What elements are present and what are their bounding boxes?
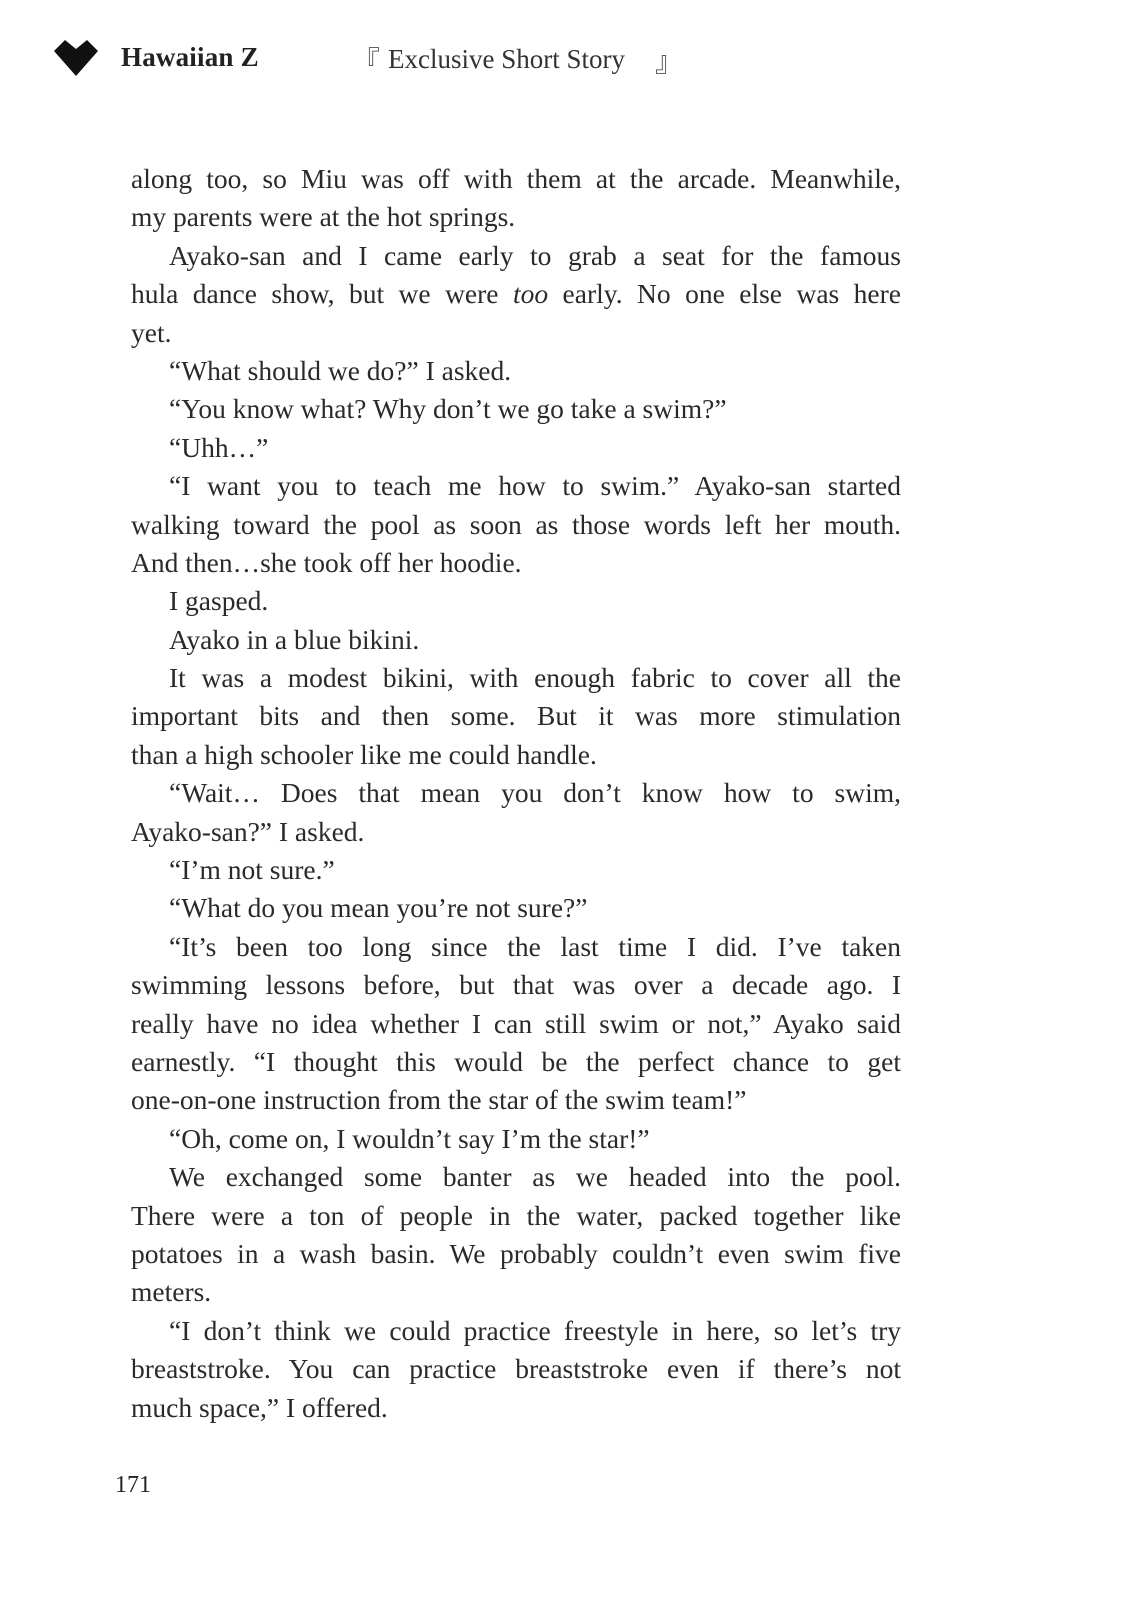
open-bracket: 『 <box>352 47 381 78</box>
book-title: Hawaiian Z <box>121 42 259 72</box>
text-line: my parents were at the hot springs. <box>131 201 516 233</box>
text-line: walking toward the pool as soon as those words left her mouth. <box>131 508 901 540</box>
text-line: one-on-one instruction from the star of the swim team!” <box>131 1084 747 1116</box>
text-line: earnestly. “I thought this would be the perfect chance to get <box>131 1045 901 1077</box>
text-line: “Wait… Does that mean you don’t know how to swim, <box>169 777 901 809</box>
text-line: “It’s been too long since the last time I did. I’ve taken <box>169 930 901 962</box>
text-line: meters. <box>131 1276 212 1308</box>
text-line: yet. <box>131 316 172 348</box>
text-line: breaststroke. You can practice breaststroke even if there’s not <box>131 1353 901 1385</box>
text-line: “What should we do?” I asked. <box>169 354 512 386</box>
text-line: “What do you mean you’re not sure?” <box>169 892 588 924</box>
story-body <box>131 160 901 1427</box>
text-line: swimming lessons before, but that was over a decade ago. I <box>131 969 901 1001</box>
text-line: Ayako-san and I came early to grab a seat for the famous <box>169 239 901 271</box>
section-title: Exclusive Short Story <box>388 44 625 74</box>
text-line: “Oh, come on, I wouldn’t say I’m the star!” <box>169 1122 650 1154</box>
text-line: than a high schooler like me could handle. <box>131 738 597 770</box>
text-line: “I’m not sure.” <box>169 854 335 886</box>
page-number: 171 <box>115 1472 151 1498</box>
text-line: Ayako-san?” I asked. <box>131 815 365 847</box>
text-line: Ayako in a blue bikini. <box>169 623 420 655</box>
heart-icon <box>54 40 98 76</box>
text-line: There were a ton of people in the water, packed together like <box>131 1199 901 1231</box>
text-line: much space,” I offered. <box>131 1391 388 1423</box>
text-line: hula dance show, but we were too early. No one else was here <box>131 278 901 310</box>
text-line: “I don’t think we could practice freestyle in here, so let’s try <box>169 1314 901 1346</box>
emphasis: too <box>512 278 549 310</box>
text-line: important bits and then some. But it was more stimulation <box>131 700 901 732</box>
text-line: really have no idea whether I can still swim or not,” Ayako said <box>131 1007 901 1039</box>
text-line: I gasped. <box>169 585 269 617</box>
text-line: “I want you to teach me how to swim.” Ayako-san started <box>169 470 901 502</box>
text-line: And then…she took off her hoodie. <box>131 546 522 578</box>
running-header <box>0 0 1123 110</box>
text-line: along too, so Miu was off with them at the arcade. Meanwhile, <box>131 163 901 194</box>
close-bracket: 』 <box>655 47 684 78</box>
text-line: We exchanged some banter as we headed into the pool. <box>169 1161 901 1193</box>
text-line: It was a modest bikini, with enough fabric to cover all the <box>169 662 901 694</box>
text-line: “Uhh…” <box>169 431 269 463</box>
text-line: potatoes in a wash basin. We probably couldn’t even swim five <box>131 1237 901 1269</box>
text-line: “You know what? Why don’t we go take a swim?” <box>169 393 727 425</box>
